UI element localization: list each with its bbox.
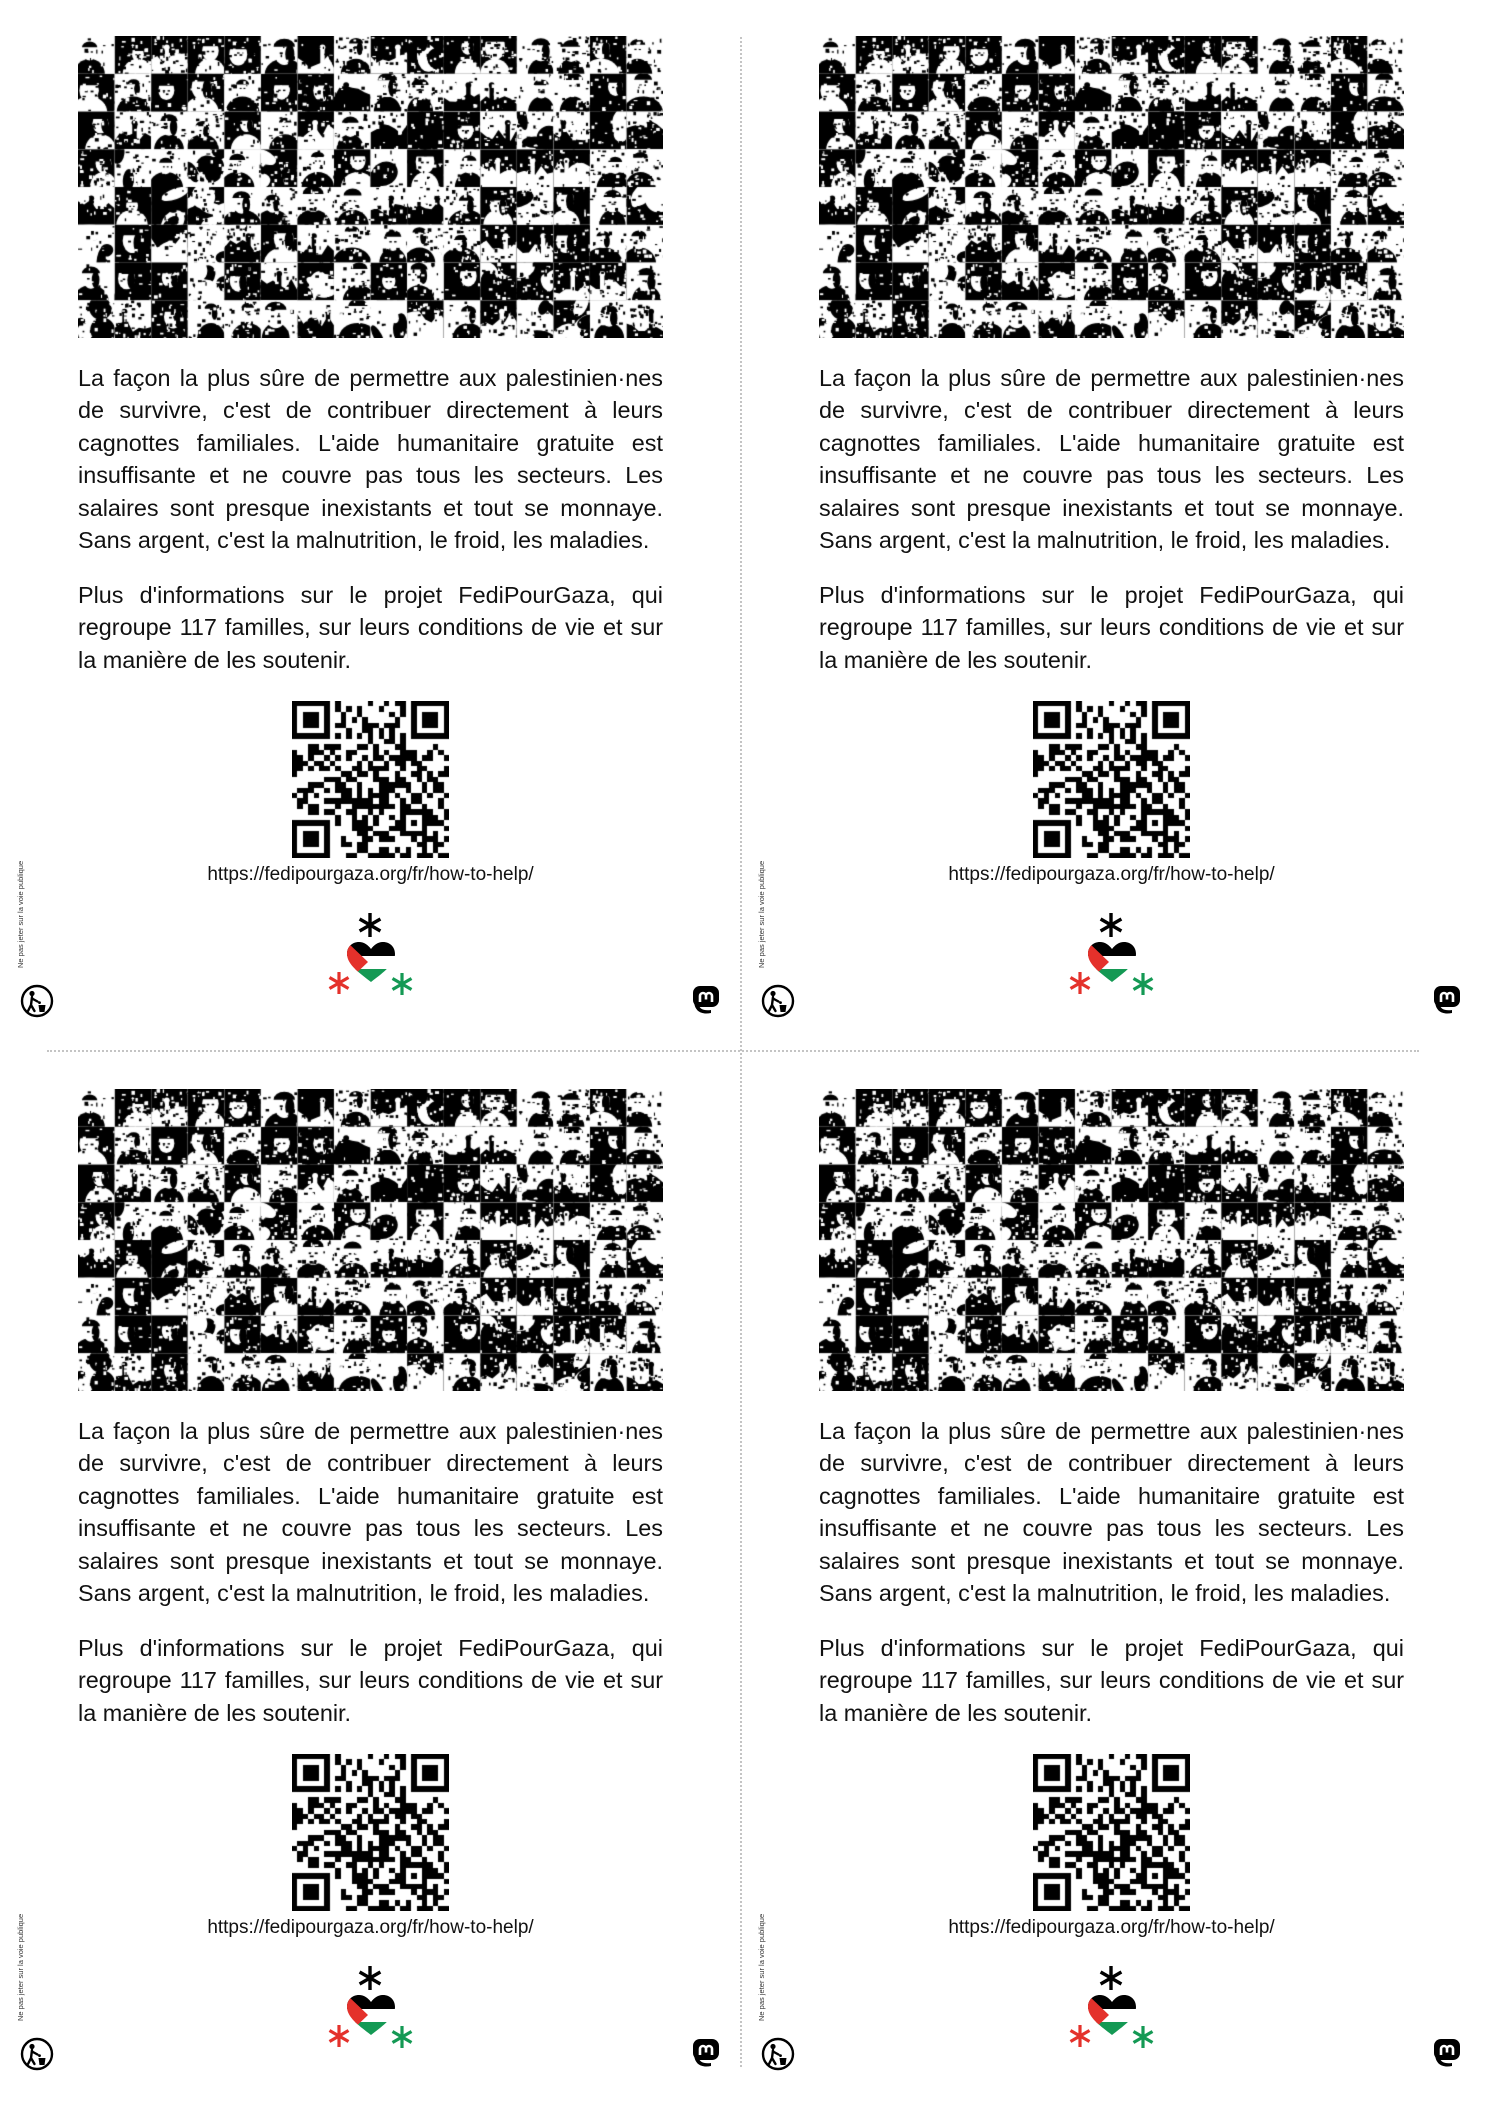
disposal-notice: Ne pas jeter sur la voie publique — [16, 1913, 25, 2021]
mastodon-icon — [690, 2037, 722, 2071]
tidyman-icon — [761, 2037, 795, 2071]
qr-url: https://fedipourgaza.org/fr/how-to-help/ — [948, 864, 1275, 885]
appeal-paragraph: La façon la plus sûre de permettre aux palestinien·nes de survivre, c'est de contribuer directement à leurs cagnottes familiales. L'aide humanitaire gratuite est insuffisante et ne couvre pas tous les secteurs. Les salaires sont presque inexistants et tout se monnaye. Sans argent, c'est la malnutrition, le froid, les maladies. — [819, 365, 1404, 554]
qr-url: https://fedipourgaza.org/fr/how-to-help/ — [948, 1917, 1275, 1938]
disposal-notice: Ne pas jeter sur la voie publique — [16, 860, 25, 968]
heart-flag-logo-icon — [320, 1958, 420, 2058]
info-paragraph: Plus d'informations sur le projet FediPourGaza, qui regroupe 117 familles, sur leurs conditions de vie et sur la manière de les soutenir. — [819, 1635, 1404, 1726]
heart-flag-logo-icon — [320, 905, 420, 1005]
mastodon-icon — [1431, 984, 1463, 1018]
photo-collage — [819, 1089, 1404, 1391]
appeal-paragraph: La façon la plus sûre de permettre aux palestinien·nes de survivre, c'est de contribuer directement à leurs cagnottes familiales. L'aide humanitaire gratuite est insuffisante et ne couvre pas tous les secteurs. Les salaires sont presque inexistants et tout se monnaye. Sans argent, c'est la malnutrition, le froid, les maladies. — [819, 1418, 1404, 1607]
mastodon-icon — [690, 984, 722, 1018]
tidyman-icon — [20, 2037, 54, 2071]
appeal-paragraph: La façon la plus sûre de permettre aux palestinien·nes de survivre, c'est de contribuer directement à leurs cagnottes familiales. L'aide humanitaire gratuite est insuffisante et ne couvre pas tous les secteurs. Les salaires sont presque inexistants et tout se monnaye. Sans argent, c'est la malnutrition, le froid, les maladies. — [78, 365, 663, 554]
qr-url: https://fedipourgaza.org/fr/how-to-help/ — [207, 1917, 534, 1938]
qr-code — [1033, 1754, 1190, 1911]
mastodon-icon — [1431, 2037, 1463, 2071]
qr-code — [292, 701, 449, 858]
disposal-notice: Ne pas jeter sur la voie publique — [757, 1913, 766, 2021]
qr-url: https://fedipourgaza.org/fr/how-to-help/ — [207, 864, 534, 885]
qr-code — [292, 1754, 449, 1911]
info-paragraph: Plus d'informations sur le projet FediPourGaza, qui regroupe 117 familles, sur leurs conditions de vie et sur la manière de les soutenir. — [819, 582, 1404, 673]
photo-collage — [819, 36, 1404, 338]
info-paragraph: Plus d'informations sur le projet FediPourGaza, qui regroupe 117 familles, sur leurs conditions de vie et sur la manière de les soutenir. — [78, 582, 663, 673]
disposal-notice: Ne pas jeter sur la voie publique — [757, 860, 766, 968]
heart-flag-logo-icon — [1061, 905, 1161, 1005]
tidyman-icon — [761, 984, 795, 1018]
photo-collage — [78, 1089, 663, 1391]
flyer-card — [741, 1053, 1485, 2105]
info-paragraph: Plus d'informations sur le projet FediPourGaza, qui regroupe 117 familles, sur leurs conditions de vie et sur la manière de les soutenir. — [78, 1635, 663, 1726]
heart-flag-logo-icon — [1061, 1958, 1161, 2058]
photo-collage — [78, 36, 663, 338]
flyer-card — [741, 0, 1485, 1052]
flyer-card — [0, 0, 744, 1052]
tidyman-icon — [20, 984, 54, 1018]
qr-code — [1033, 701, 1190, 858]
flyer-card — [0, 1053, 744, 2105]
appeal-paragraph: La façon la plus sûre de permettre aux palestinien·nes de survivre, c'est de contribuer directement à leurs cagnottes familiales. L'aide humanitaire gratuite est insuffisante et ne couvre pas tous les secteurs. Les salaires sont presque inexistants et tout se monnaye. Sans argent, c'est la malnutrition, le froid, les maladies. — [78, 1418, 663, 1607]
